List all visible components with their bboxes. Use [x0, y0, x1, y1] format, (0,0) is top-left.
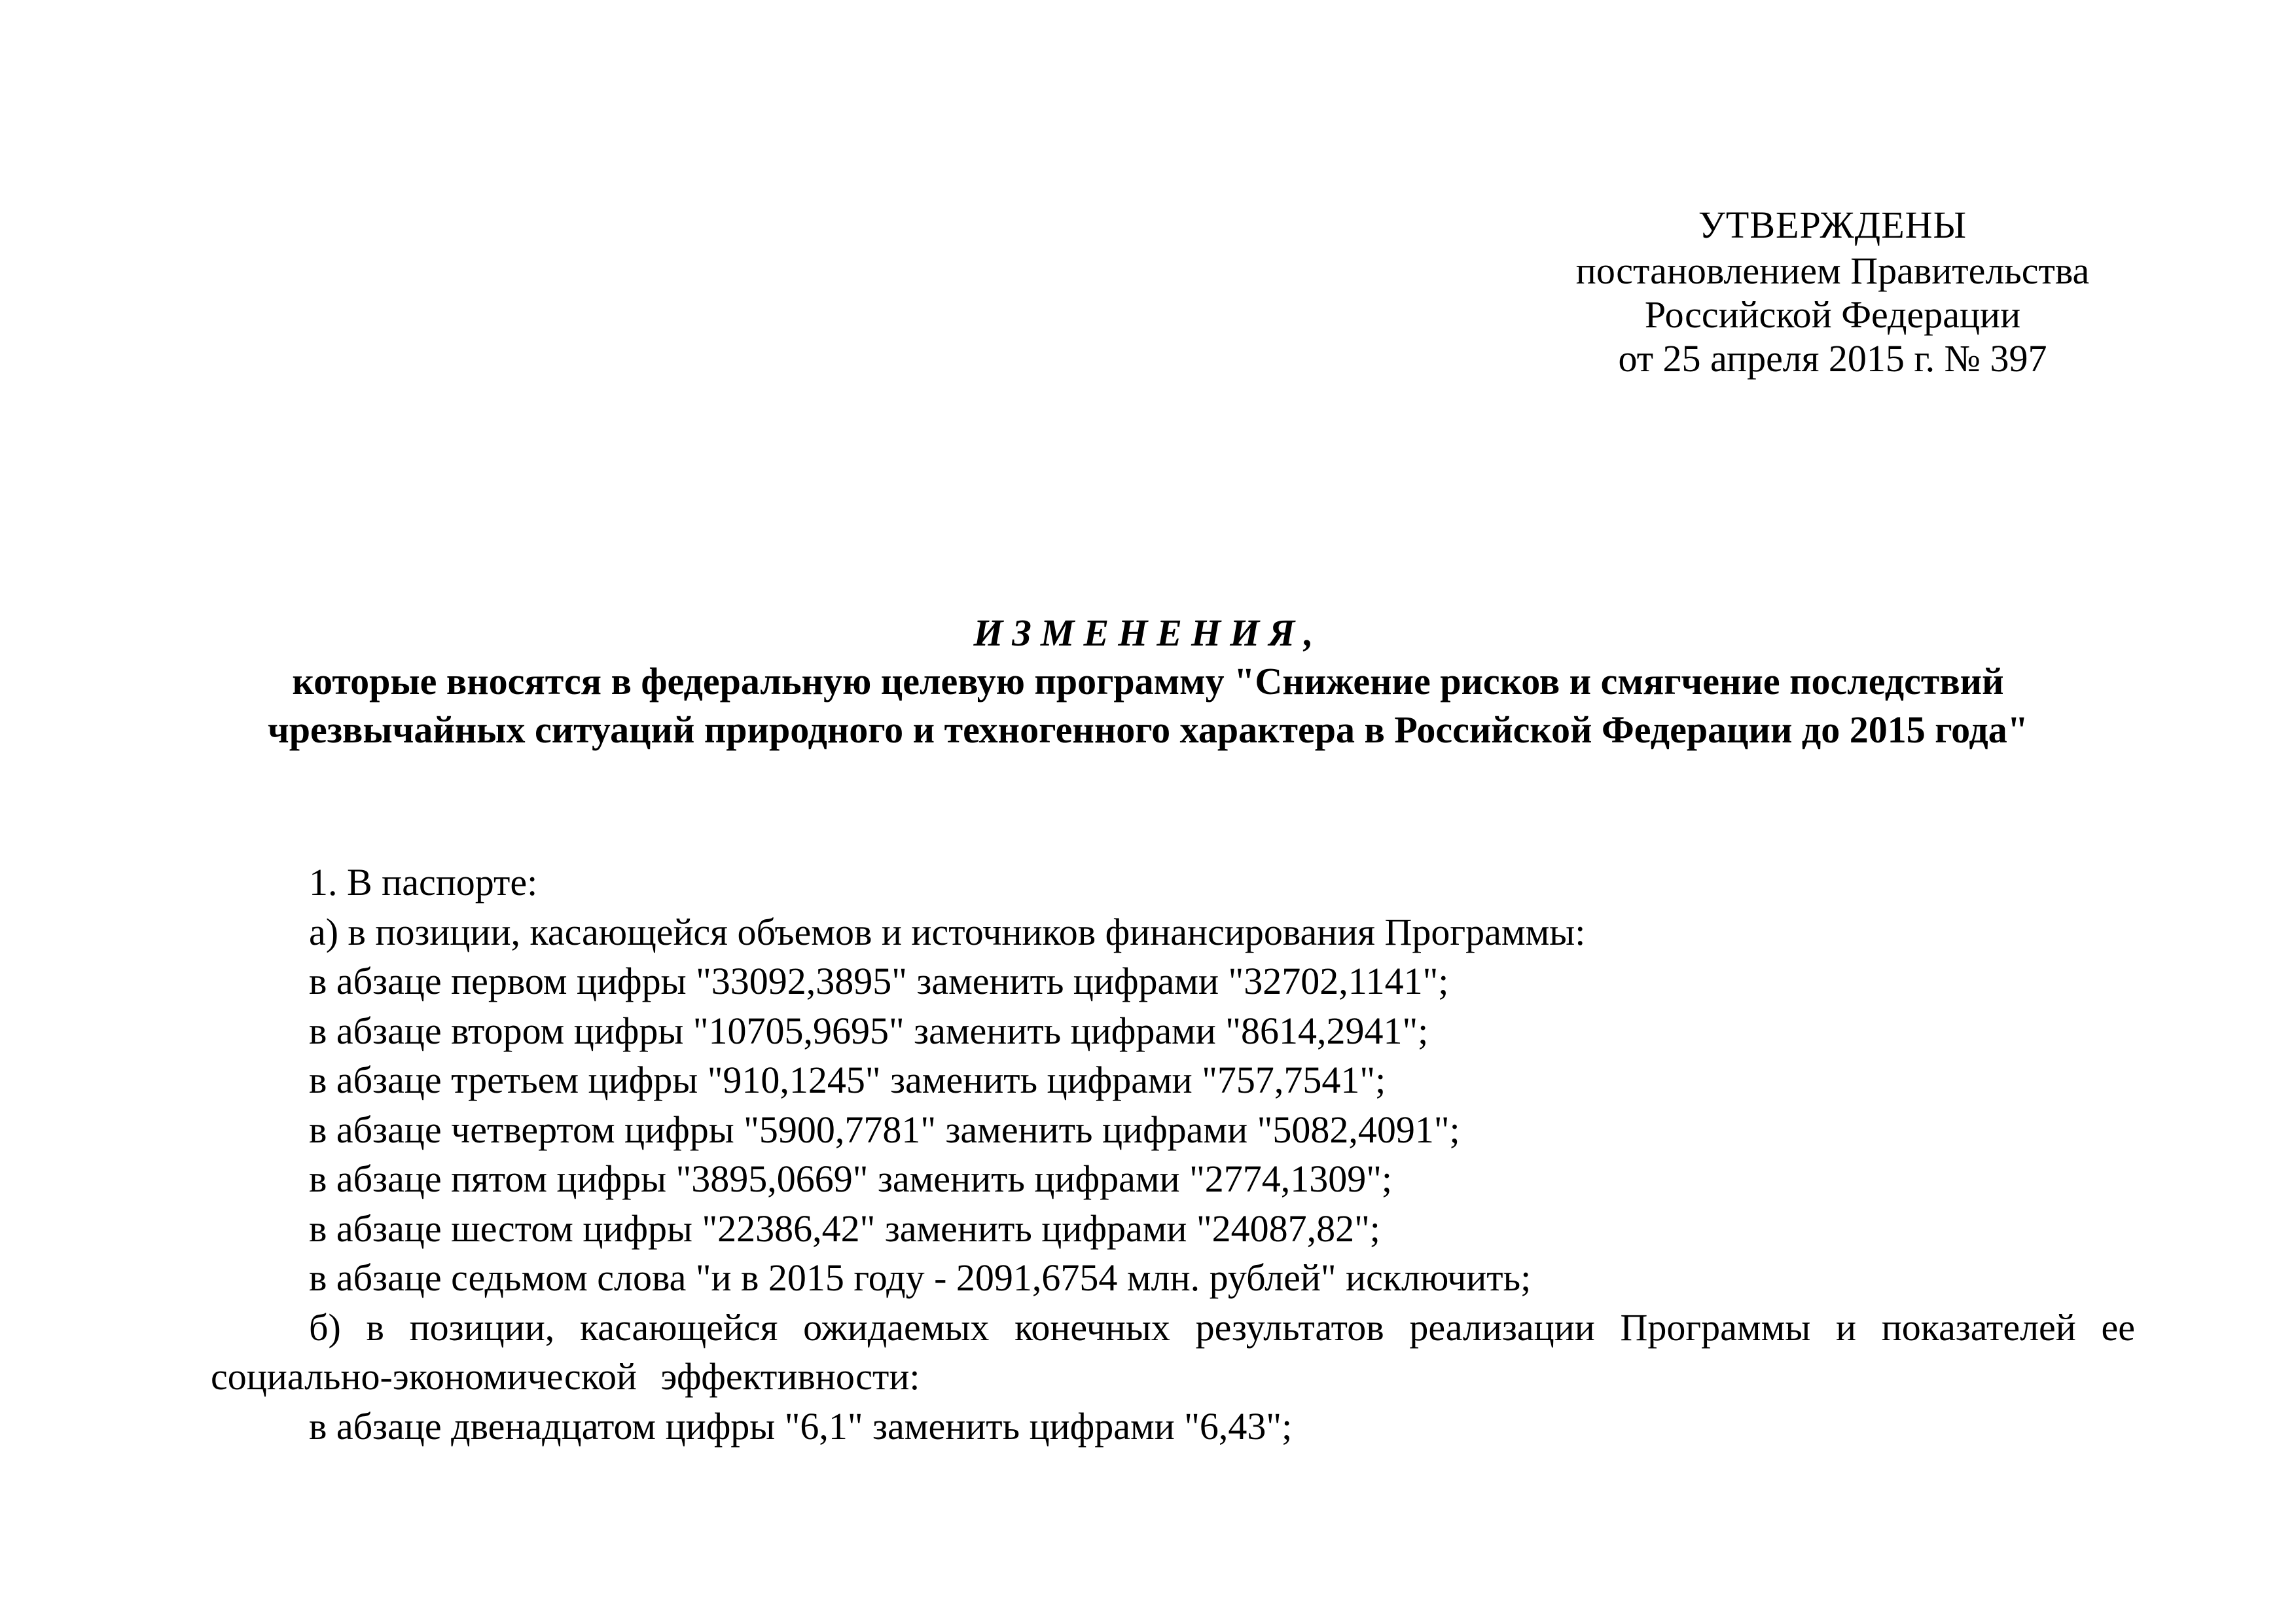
paragraph-9: в абзаце седьмом слова "и в 2015 году - 2091,6754 млн. рублей" исключить; — [309, 1256, 1532, 1299]
document-subtitle-line-2: чрезвычайных ситуаций природного и техногенного характера в Российской Федерации до 2015 года" — [268, 708, 2028, 751]
paragraph-6: в абзаце четвертом цифры "5900,7781" заменить цифрами "5082,4091"; — [309, 1108, 1460, 1151]
approval-block — [1505, 203, 2160, 380]
document-heading — [196, 609, 2100, 754]
paragraph-4: в абзаце втором цифры "10705,9695" заменить цифрами "8614,2941"; — [309, 1009, 1429, 1052]
approval-line-1: постановлением Правительства — [1575, 249, 2090, 292]
paragraph-3: в абзаце первом цифры "33092,3895" заменить цифрами "32702,1141"; — [309, 960, 1449, 1002]
paragraph-8: в абзаце шестом цифры "22386,42" заменить цифрами "24087,82"; — [309, 1207, 1380, 1250]
document-title: ИЗМЕНЕНИЯ, — [973, 611, 1323, 654]
approval-title: УТВЕРЖДЕНЫ — [1698, 204, 1967, 246]
paragraph-11: в абзаце двенадцатом цифры "6,1" заменить цифрами "6,43"; — [309, 1404, 1293, 1448]
paragraph-7: в абзаце пятом цифры "3895,0669" заменить цифрами "2774,1309"; — [309, 1158, 1393, 1200]
document-body — [211, 858, 2135, 1451]
document-subtitle-line-1: которые вносятся в федеральную целевую программу "Снижение рисков и смягчение последствий — [292, 660, 2004, 702]
approval-line-3: от 25 апреля 2015 г. № 397 — [1618, 337, 2047, 380]
paragraph-1: 1. В паспорте: — [309, 861, 538, 903]
paragraph-5: в абзаце третьем цифры "910,1245" заменить цифрами "757,7541"; — [309, 1059, 1386, 1101]
approval-line-2: Российской Федерации — [1644, 293, 2021, 336]
paragraph-10: б) в позиции, касающейся ожидаемых конечных результатов реализации Программы и показателей ее социально-экономической эффективности: — [211, 1305, 2135, 1398]
paragraph-2: а) в позиции, касающейся объемов и источников финансирования Программы: — [309, 910, 1586, 953]
